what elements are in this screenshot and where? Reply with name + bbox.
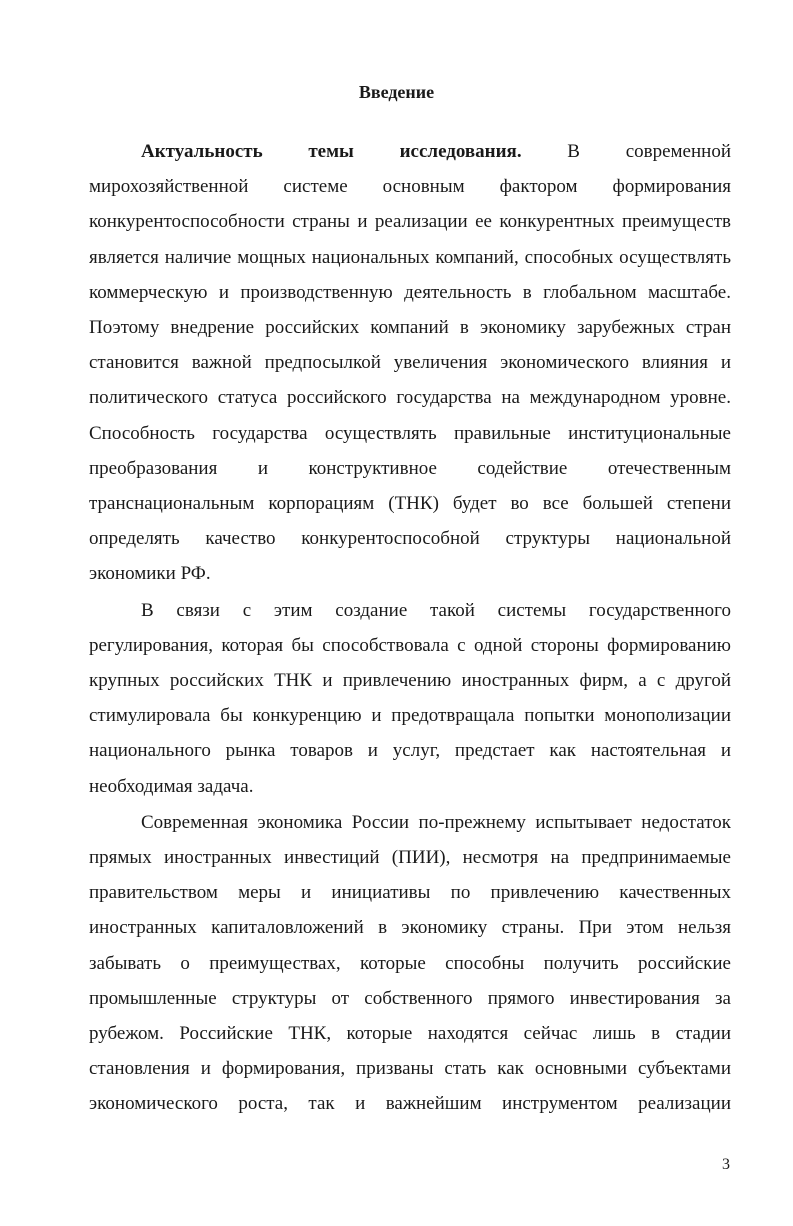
- body-text: [89, 134, 731, 1122]
- paragraph-investment: Современная экономика России по-прежнему испытывает недостаток прямых иностранных инвестиций (ПИИ), несмотря на предпринимаемые правительством меры и инициативы по привлечению качественных иностранных капиталовложений в экономику страны. При этом нельзя забывать о преимуществах, которые способны получить российские промышленные структуры от собственного прямого инвестирования за рубежом. Российские ТНК, которые находятся сейчас лишь в стадии становления и формирования, призваны стать как основными субъектами экономического роста, так и важнейшим инструментом реализации: [89, 811, 731, 1115]
- paragraph-text: В современной мирохозяйственной системе основным фактором формирования конкурентоспособности страны и реализации ее конкурентных преимуществ является наличие мощных национальных компаний, способных осуществлять коммерческую и производственную деятельность в глобальном масштабе. Поэтому внедрение российских компаний в экономику зарубежных стран становится важной предпосылкой увеличения экономического влияния и политического статуса российского государства на международном уровне. Способность государства осуществлять правильные институциональные преобразования и конструктивное содействие отечественным транснациональным корпорациям (ТНК) будет во все большей степени определять качество конкурентоспособной структуры национальной экономики РФ.: [89, 141, 731, 585]
- page-number: 3: [722, 1156, 730, 1173]
- paragraph-relevance: [89, 134, 731, 592]
- paragraph-lead: Актуальность темы исследования.: [141, 141, 522, 162]
- paragraph-regulation: В связи с этим создание такой системы государственного регулирования, которая бы способствовала с одной стороны формированию крупных российских ТНК и привлечению иностранных фирм, а с другой стимулировала бы конкуренцию и предотвращала попытки монополизации национального рынка товаров и услуг, предстает как настоятельная и необходимая задача.: [89, 599, 731, 797]
- section-title: Введение: [358, 82, 435, 102]
